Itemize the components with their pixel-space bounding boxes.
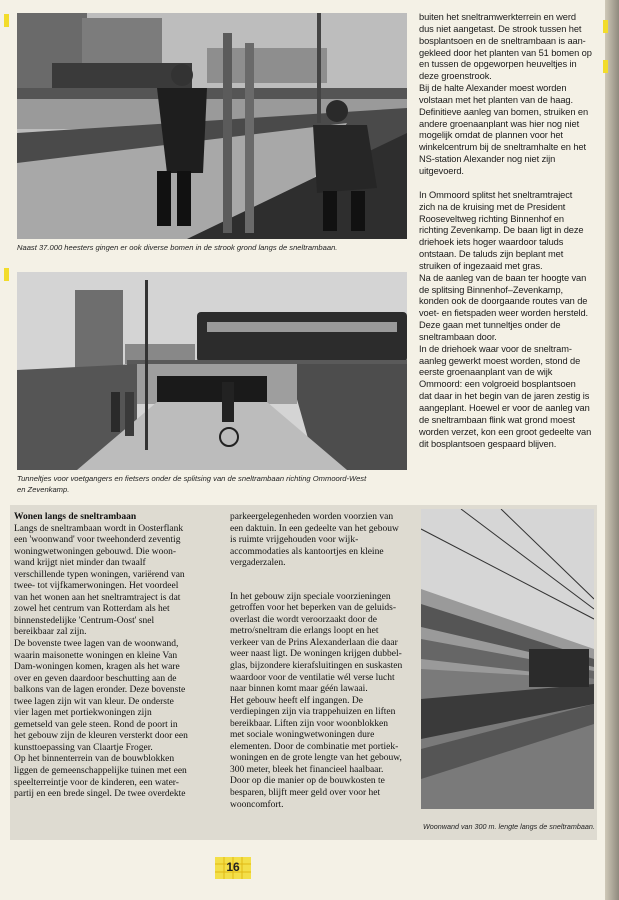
text-line: speelterreintje voor de kinderen, een water- [14,777,179,788]
text-line: mogelijk omdat de plannen voor het [419,130,563,141]
text-line: winkelcentrum bij de sneltramhalte en het [419,142,586,153]
text-line: woningen en de grote lengte van het gebouw, [230,753,402,764]
text-line: buiten het sneltramwerkterrein en werd [419,12,576,22]
text-line: Bij de halte Alexander moest worden [419,83,567,94]
text-line: konden ook de doorgaande routes van de [419,296,588,307]
text-line: In Ommoord splitst het sneltramtraject [419,189,573,200]
text-line: Dam-woningen komen, kragen als het ware [14,662,180,673]
text-line: driehoek iets hoger waardoor taluds [419,237,564,248]
text-line: waarin maisonette woningen en kleine Van [14,650,178,661]
text-line: volstaan met het planten van de haag. [419,94,573,105]
text-line: Definitieve aanleg van bomen, struiken en [419,106,589,117]
text-line: NS-station Alexander nog niet zijn [419,154,556,165]
text-line: andere groenaanplant was hier nog niet [419,118,580,129]
photo-caption: Woonwand van 300 m. lengte langs de sneltrambaan. [423,822,595,831]
text-line: partij en een brede singel. De twee overdekte [14,789,186,800]
photo-caption [17,474,412,495]
text-line: dus niet aangetast. De strook tussen het [419,23,582,34]
text-line: glas, bijzondere kierafsluitingen en suskasten [230,661,403,672]
text-line: deze groenstrook. [419,71,492,82]
text-line: aangeplant. Hoewel er voor de aanleg van [419,403,590,413]
sidebar-column-2 [230,512,416,811]
text-line: Deze gaan met tunneltjes onder de [419,320,561,331]
text-line: dat daar in het begin van de jaren zestig is [419,391,590,402]
highlight-marker [4,268,9,281]
text-line: besparen, blijft meer geld over voor het [230,788,381,799]
text-line: waardoor voor de ventilatie wél verse lucht [230,672,395,683]
text-line: weer naast ligt. De woningen krijgen dubbel- [230,649,402,660]
page-number-text: 16 [226,860,240,874]
text-line: getroffen voor het beperken van de geluids- [230,603,397,614]
text-line: Op het binnenterrein van de bouwblokken [14,754,175,765]
text-line: bereikbaar. Liften zijn voor woonblokken [230,718,389,729]
photo-woonwand [421,509,594,809]
text-line: sneltrambaan door. [419,331,497,342]
paragraph-gap [230,581,416,592]
text-line: van het wonen aan het sneltramtraject is dat [14,592,181,603]
text-line: accommodaties als kantoortjes en kleine [230,546,384,557]
text-line: twee lagen zijn wit van kleur. De onderste [14,696,174,707]
caption-line: Tunneltjes voor voetgangers en fietsers onder de splitsing van de sneltrambaan richting Ommoord-West [17,474,367,483]
text-line: kunsttoepassing van Claartje Froger. [14,742,153,753]
text-line: verdiepingen zijn via trappehuizen en liften [230,707,396,718]
text-line: bereikbaar zal zijn. [14,627,87,638]
text-line: verschillende typen woningen, variërend van [14,569,185,580]
text-line: vergaderzalen. [230,558,286,569]
text-line: parkeergelegenheden worden voorzien van [230,512,394,522]
text-line: eerste groenaanplant van de wijk [419,367,553,378]
text-line: wand krijgt niet minder dan twaalf [14,558,146,569]
text-line: 300 meter, bleek het financieel haalbaar. [230,764,384,775]
text-line: Rooseveltweg richting Binnenhof en [419,213,564,224]
text-line: Door op die manier op de bouwkosten te [230,776,385,787]
paragraph-gap [230,570,416,581]
sidebar-column-1 [14,512,219,801]
photo-planting-trees [17,13,407,239]
text-line: In het gebouw zijn speciale voorzieningen [230,591,391,602]
page-edge-shadow [605,0,619,900]
text-line: dit bosplantsoen gespaard blijven. [419,438,557,449]
text-line: met sociale woningwetwoningen dure [230,730,375,741]
text-line: een daktuin. In een gedeelte van het gebouw [230,523,399,534]
text-line: worden verzet, kon een groot gedeelte van [419,426,592,437]
text-line: metro/sneltram die erlangs loopt en het [230,626,379,637]
text-line: vier lagen met portiekwoningen zijn [14,708,152,719]
text-line: gemetseld van gele steen. Rond de poort in [14,719,178,730]
text-line: aanleg gewerkt moest worden, stond de [419,355,581,366]
paragraph-gap [419,178,604,190]
text-line: balkons van de lagen eronder. Deze bovenste [14,685,186,696]
caption-line: en Zevenkamp. [17,484,70,494]
text-line: wooncomfort. [230,799,284,810]
text-line: is ruimte vrijgehouden voor wijk- [230,535,359,546]
text-line: elementen. Door de combinatie met portiek- [230,741,399,752]
text-line: twee- tot vijfkamerwoningen. Het voordeel [14,581,179,592]
photo-caption: Naast 37.000 heesters gingen er ook diverse bomen in de strook grond langs de sneltrambaan. [17,243,338,252]
highlight-marker [4,14,9,27]
page-number [212,854,254,882]
text-line: gekleed door het planten van 51 bomen op [419,47,592,58]
text-line: struiken of ingezaaid met gras. [419,260,543,271]
photo-tunnel [17,272,407,470]
text-line: ontstaan. De taluds zijn beplant met [419,249,564,260]
article-column-right [419,12,604,450]
text-line: naar binnen komt maar géén lawaai. [230,684,368,695]
text-line: Ommoord: een volgroeid bosplantsoen [419,379,576,390]
sidebar-heading: Wonen langs de sneltrambaan [14,512,137,522]
text-line: uitgevoerd. [419,165,464,176]
text-line: binnenstedelijke 'Centrum-Oost' snel [14,615,155,626]
text-line: De bovenste twee lagen van de woonwand, [14,639,179,650]
text-line: de sneltrambaan flink wat grond moest [419,414,575,425]
text-line: In de driehoek waar voor de sneltram- [419,343,572,354]
text-line: en tussen de opgeworpen heuveltjes in [419,59,577,70]
text-line: het gebouw zijn de kleuren versterkt door een [14,731,188,742]
text-line: woningwetwoningen gebouwd. Die woon- [14,546,177,557]
text-line: bosplantsoen en de sneltrambaan is aan- [419,35,586,46]
text-line: een 'woonwand' voor tweehonderd zeventig [14,535,181,546]
text-line: Het gebouw heeft elf ingangen. De [230,695,363,706]
text-line: de splitsing Binnenhof–Zevenkamp, [419,284,563,295]
text-line: over en geven daardoor beschutting aan de [14,673,177,684]
text-line: verkeer van de Prins Alexanderlaan die daar [230,637,398,648]
text-line: Na de aanleg van de baan ter hoogte van [419,272,587,283]
text-line: liggen de gemeenschappelijke tuinen met een [14,766,187,777]
text-line: zich na de kruising met de President [419,201,566,212]
text-line: richting Zevenkamp. De baan ligt in deze [419,225,584,236]
text-line: overlast die wordt veroorzaakt door de [230,614,377,625]
text-line: zowel het centrum van Rotterdam als het [14,604,170,615]
text-line: Langs de sneltrambaan wordt in Oosterflank [14,523,184,534]
text-line: voet- en fietspaden weer worden hersteld. [419,308,589,319]
